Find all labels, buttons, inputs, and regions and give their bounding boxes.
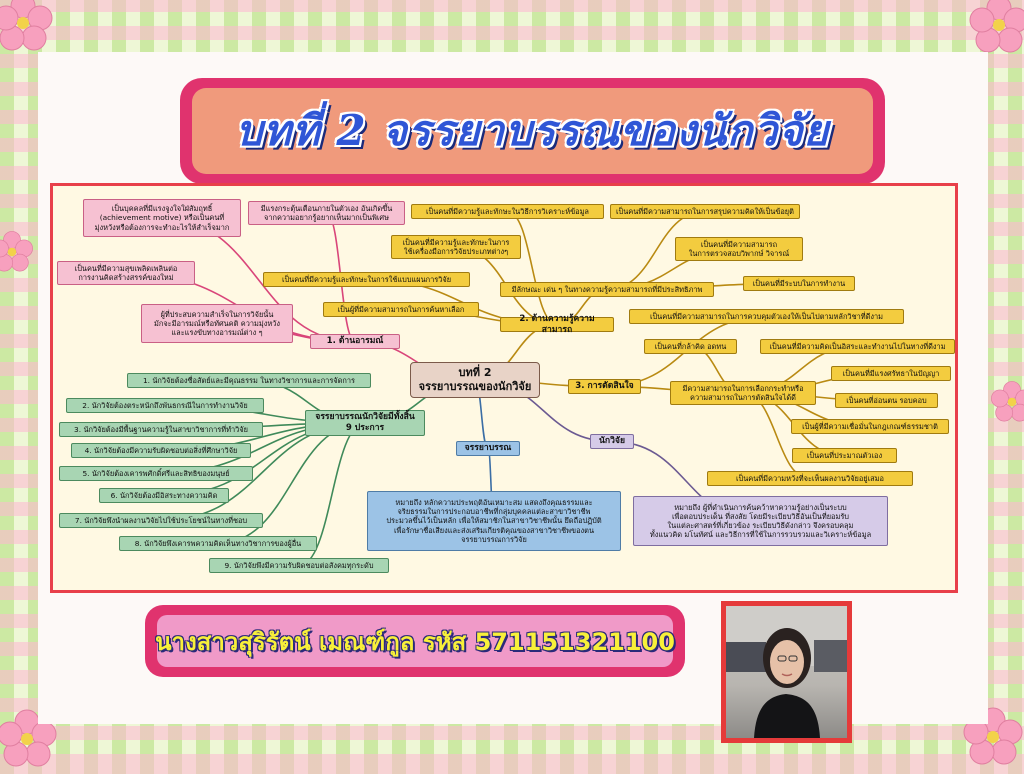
decision-item-4: มีความสามารถในการเลือกกระทำหรือ ความสามารถในการตัดสินใจได้ดี [670, 381, 816, 405]
ethics-item-4: 4. นักวิจัยต้องมีความรับผิดชอบต่อสิ่งที่ศึกษาวิจัย [71, 443, 251, 458]
code-definition: หมายถึง หลักความประพฤติอันเหมาะสม แสดงถึงคุณธรรมและ จริยธรรมในการประกอบอาชีพที่กลุ่มบุคคลแต่ละสาขาวิชาชีพ ประมวลขึ้นไว้เป็นหลัก เพื่อให้สมาชิกในสาขาวิชาชีพนั้น ยึดถือปฏิบัติ เพื่อรักษาชื่อเสียงและส่งเสริมเกียรติคุณของสาขาวิชาชีพของตน จรรยาบรรณการวิจัย [367, 491, 621, 551]
ability-item-2: เป็นคนที่มีความรู้และทักษะในการ ใช้เครื่องมือการวิจัยประเภทต่างๆ [391, 235, 521, 259]
decision-item-8: เป็นคนที่ประมาณตัวเอง [792, 448, 897, 463]
ability-item-1: เป็นคนที่มีความรู้และทักษะในวิธีการวิเคราะห์ข้อมูล [411, 204, 604, 219]
ethics-item-6: 6. นักวิจัยต้องมีอิสระทางความคิด [99, 488, 229, 503]
author-banner [145, 605, 685, 677]
researcher-definition: หมายถึง ผู้ที่ดำเนินการค้นคว้าหาความรู้อย่างเป็นระบบ เพื่อตอบประเด็น ที่สงสัย โดยมีระเบียบวิธีอันเป็นที่ยอมรับ ในแต่ละศาสตร์ที่เกี่ยวข้อง ระเบียบวิธีดังกล่าว จึงครอบคลุม ทั้งแนวคิด มโนทัศน์ และวิธีการที่ใช้ในการรวบรวมและวิเคราะห์ข้อมูล [633, 496, 888, 546]
decision-item-7: เป็นผู้ที่มีความเชื่อมั่นในกฎเกณฑ์ธรรมชาติ [791, 419, 949, 434]
flower-decoration-left-mid [0, 230, 34, 278]
ethics-item-7: 7. นักวิจัยพึงนำผลงานวิจัยไปใช้ประโยชน์ในทางที่ชอบ [59, 513, 263, 528]
decision-item-1: เป็นคนที่มีความสามารถในการควบคุมตัวเองให้เป็นไปตามหลักวิชาที่ดีงาม [629, 309, 904, 324]
decision-item-5: เป็นคนที่มีแรงศรัทธาในปัญญา [831, 366, 951, 381]
emotion-item-3: เป็นคนที่มีความสุขเพลิดเพลินต่อ การงานคิดสร้างสรรค์ของใหม่ [57, 261, 195, 285]
connector-branch-ability-to-ability-item-1 [508, 212, 558, 325]
ethics-item-1: 1. นักวิจัยต้องซื่อสัตย์และมีคุณธรรม ในทางวิชาการและการจัดการ [127, 373, 371, 388]
ability-item-8: เป็นคนที่มีระบบในการทำงาน [743, 276, 855, 291]
ethics-item-3: 3. นักวิจัยต้องมีพื้นฐานความรู้ในสาขาวิชาการที่ทำวิจัย [59, 422, 263, 437]
branch-decision: 3. การตัดสินใจ [568, 379, 641, 394]
decision-item-3: เป็นคนที่มีความคิดเป็นอิสระและทำงานไปในทางที่ดีงาม [760, 339, 955, 354]
emotion-item-1: เป็นบุคคลที่มีแรงจูงใจใฝ่สัมฤทธิ์ (achievement motive) หรือเป็นคนที่ มุ่งหวังหรือต้องการจะทำอะไรให้สำเร็จมาก [83, 199, 241, 237]
decision-item-6: เป็นคนที่อ่อนตน รอบคอบ [835, 393, 938, 408]
branch-emotion: 1. ด้านอารมณ์ [310, 334, 400, 349]
ability-item-7: เป็นคนที่มีความสามารถ ในการตรวจสอบวิพากษ์ วิจารณ์ [675, 237, 803, 261]
branch-ability: 2. ด้านความรู้ความสามารถ [500, 317, 614, 332]
title-banner [180, 78, 885, 184]
ability-item-4: เป็นผู้ที่มีความสามารถในการค้นหาเลือก [323, 302, 479, 317]
ability-item-3: เป็นคนที่มีความรู้และทักษะในการใช้แบบแผนการวิจัย [263, 272, 470, 287]
branch-researcher: นักวิจัย [590, 434, 634, 449]
ethics-item-9: 9. นักวิจัยพึงมีความรับผิดชอบต่อสังคมทุกระดับ [209, 558, 389, 573]
flower-decoration-top-left [0, 0, 54, 58]
mindmap-frame [50, 183, 958, 593]
branch-code: จรรยาบรรณ [456, 441, 520, 456]
decision-item-2: เป็นคนที่กล้าคิด อดทน [644, 339, 737, 354]
mindmap-root: บทที่ 2 จรรยาบรรณของนักวิจัย [410, 362, 540, 398]
ethics-item-8: 8. นักวิจัยพึงเคารพความคิดเห็นทางวิชาการของผู้อื่น [119, 536, 317, 551]
branch-ethics: จรรยาบรรณนักวิจัยมีทั้งสิ้น 9 ประการ [305, 410, 425, 436]
ability-item-5: มีลักษณะ เด่น ๆ ในทางความรู้ความสามารถที่มีประสิทธิภาพ [500, 282, 714, 297]
title-banner-inner [192, 88, 873, 174]
ability-item-6: เป็นคนที่มีความสามารถในการสรุปความคิดให้เป็นข้อยุติ [610, 204, 800, 219]
emotion-item-2: มีแรงกระตุ้นเตือนภายในตัวเอง อันเกิดขึ้น จากความอยากรู้อยากเห็นมากเป็นพิเศษ [248, 201, 405, 225]
ethics-item-2: 2. นักวิจัยต้องตระหนักถึงพันธกรณีในการทำงานวิจัย [66, 398, 264, 413]
emotion-item-4: ผู้ที่ประสบความสำเร็จในการวิจัยนั้น มักจะมีอารมณ์หรือทัศนคติ ความมุ่งหวัง และแรงขับทางอารมณ์ต่าง ๆ [141, 304, 293, 343]
flower-decoration-right-mid [990, 380, 1024, 428]
flower-decoration-top-right [968, 0, 1024, 60]
decision-item-9: เป็นคนที่มีความหวังที่จะเห็นผลงานวิจัยอยู่เสมอ [707, 471, 913, 486]
page-title: บทที่ 2 จรรยาบรรณของนักวิจัย [235, 106, 830, 155]
author-name-and-id: นางสาวสุริรัตน์ เมณฑ์กูล รหัส 571151321100 [155, 627, 675, 656]
author-photo-frame [721, 601, 852, 743]
author-photo [726, 606, 847, 738]
portrait-illustration [726, 606, 847, 738]
author-banner-inner [157, 615, 673, 667]
ethics-item-5: 5. นักวิจัยต้องเคารพศักดิ์ศรีและสิทธิของมนุษย์ [59, 466, 253, 481]
